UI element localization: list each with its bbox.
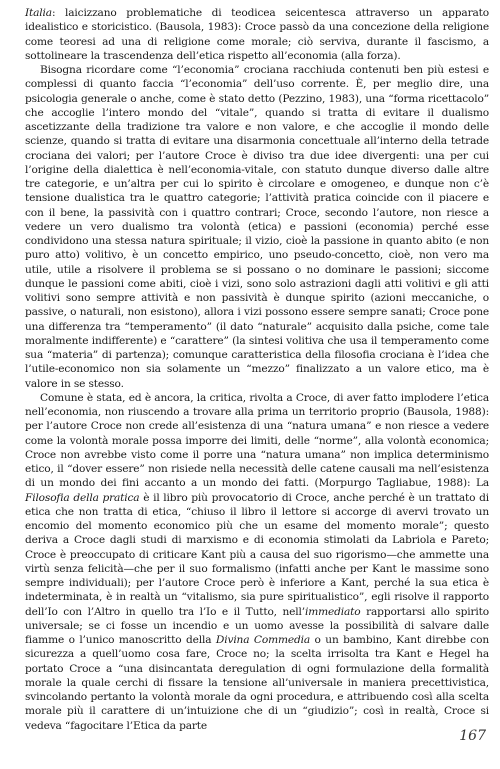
paragraph-text: è il libro più provocatorio di Croce, anche perché è un trattato di etica che non tratta di etica, “chiuso il libro il lettore si accorge di avervi trovato un encomio del momento economico più che un esame del momento morale”; questo deriva a Croce dagli studi di marxismo e di economia stimolati da Labriola e Pareto; Croce è preoccupato di criticare Kant più a causa del suo rigorismo—che ammette una virtù senza felicità—che per il suo formalismo (infatti anche per Kant le massime sono sempre individuali); per l’autore Croce però è inferiore a Kant, perché la sua etica è indeterminata, è in realtà un “vitalismo, sia pure spiritualistico”, egli risolve il rapporto dell’Io con l’Altro in quello tra l’Io e il Tutto, nell’ xyxy=(25,491,489,618)
italic-text: Filosofia della pratica xyxy=(25,491,140,504)
paragraph-text: rapportarsi allo spirito universale; se ci fosse un incendio e un uomo avesse la possibilità di salvare dalle fiamme o l’unico manoscritto della xyxy=(25,605,489,646)
paragraph-text: o un bambino, Kant direbbe con sicurezza a quell’uomo cosa fare, Croce no; la scelta irrisolta tra Kant e Hegel ha portato Croce a “una disincantata deregulation di ogni formulazione della formalità morale la quale cerchi di fissare la tensione all’universale in maniera precettivistica, svincolando pertanto la volontà morale da ogni procedura, e attribuendo così alla scelta morale più il carattere di un’intuizione che di un “giudizio”; così in realtà, Croce si vedeva “fagocitare l’Etica da parte xyxy=(25,634,489,732)
paragraph-text: Bisogna ricordare come “l’economia” crociana racchiuda contenuti ben più estesi e complessi di quanto faccia “l’economia” dell’uso corrente. È, per meglio dire, una psicologia generale o anche, come è stato detto (Pezzino, 1983), una “forma ricettacolo” che accoglie l’intero mondo del “vitale”, quando si tratta di evitare il dualismo ascetizzante della tradizione tra valore e non valore, e che accoglie il mondo delle scienze, quando si tratta di evitare una disarmonia concettuale all’interno della tetrade crociana dei valori; per l’autore Croce è diviso tra due idee divergenti: una per cui l’origine della dialettica è nell’economia-vitale, con statuto dunque diverso dalle altre tre categorie, e un’altra per cui lo spirito è circolare e omogeneo, e dunque non c’è tensione dualistica tra le quattro categorie; l’attività pratica coincide con il piacere e con il bene, la passività con i quattro contrari; Croce, secondo l’autore, non riesce a vedere un vero dualismo tra volontà (etica) e passioni (economia) perché esse condividono una stessa natura spirituale; il vizio, cioè la passione in quanto abito (e non puro atto) volitivo, è un concetto empirico, uno pseudo-concetto, cioè, non vero ma utile, utile a risolvere il problema se si possano o no dominare le passioni; siccome dunque le passioni come abiti, cioè i vizi, sono solo astrazioni dagli atti volitivi e gli atti volitivi sono sempre attività e non passività è dunque spirito (azioni meccaniche, o passive, o naturali, non esistono), allora i vizi possono essere sempre sanati; Croce pone una differenza tra “temperamento” (il dato “naturale” acquisito dalla psiche, come tale moralmente indifferente) e “carattere” (la sintesi volitiva che usa il temperamento come sua “materia” di partenza); comunque caratteristica della filosofia crociana è l’idea che l’utile-economico non sia solamente un “mezzo” finalizzato a un valore etico, ma è valore in se stesso. xyxy=(25,64,489,390)
italic-text: Italia xyxy=(25,7,52,19)
paragraph xyxy=(25,391,489,733)
italic-text: immediato xyxy=(304,605,361,618)
paragraph-text: Comune è stata, ed è ancora, la critica, rivolta a Croce, di aver fatto implodere l’etica nell’economia, non riuscendo a trovare alla prima un territorio proprio (Bausola, 1988): per l’autore Croce non crede all’esistenza di una “natura umana” e non riesce a vedere come la volontà morale possa imporre dei limiti, delle “norme”, alla volontà economica; Croce non avrebbe visto come il porre una “natura umana” non implica determinismo etico, il “dover essere” non risiede nella necessità delle catene causali ma nell’esistenza di un mondo dei fini accanto a un mondo dei fatti. (Morpurgo Tagliabue, 1988): La xyxy=(25,391,489,490)
paragraph xyxy=(25,63,489,391)
paragraph-text: : laicizzano problematiche di teodicea seicentesca attraverso un apparato idealistico e storicistico. (Bausola, 1983): Croce passò da una concezione della religione come teoresi ad una di religione come morale; ciò serviva, durante il fascismo, a sottolineare la trascendenza dell’etica rispetto all’economia (alla forza). xyxy=(25,7,489,62)
italic-text: Divina Commedia xyxy=(215,634,311,646)
page-number: 167 xyxy=(459,728,486,744)
body-text xyxy=(25,6,489,733)
paragraph xyxy=(25,6,489,63)
